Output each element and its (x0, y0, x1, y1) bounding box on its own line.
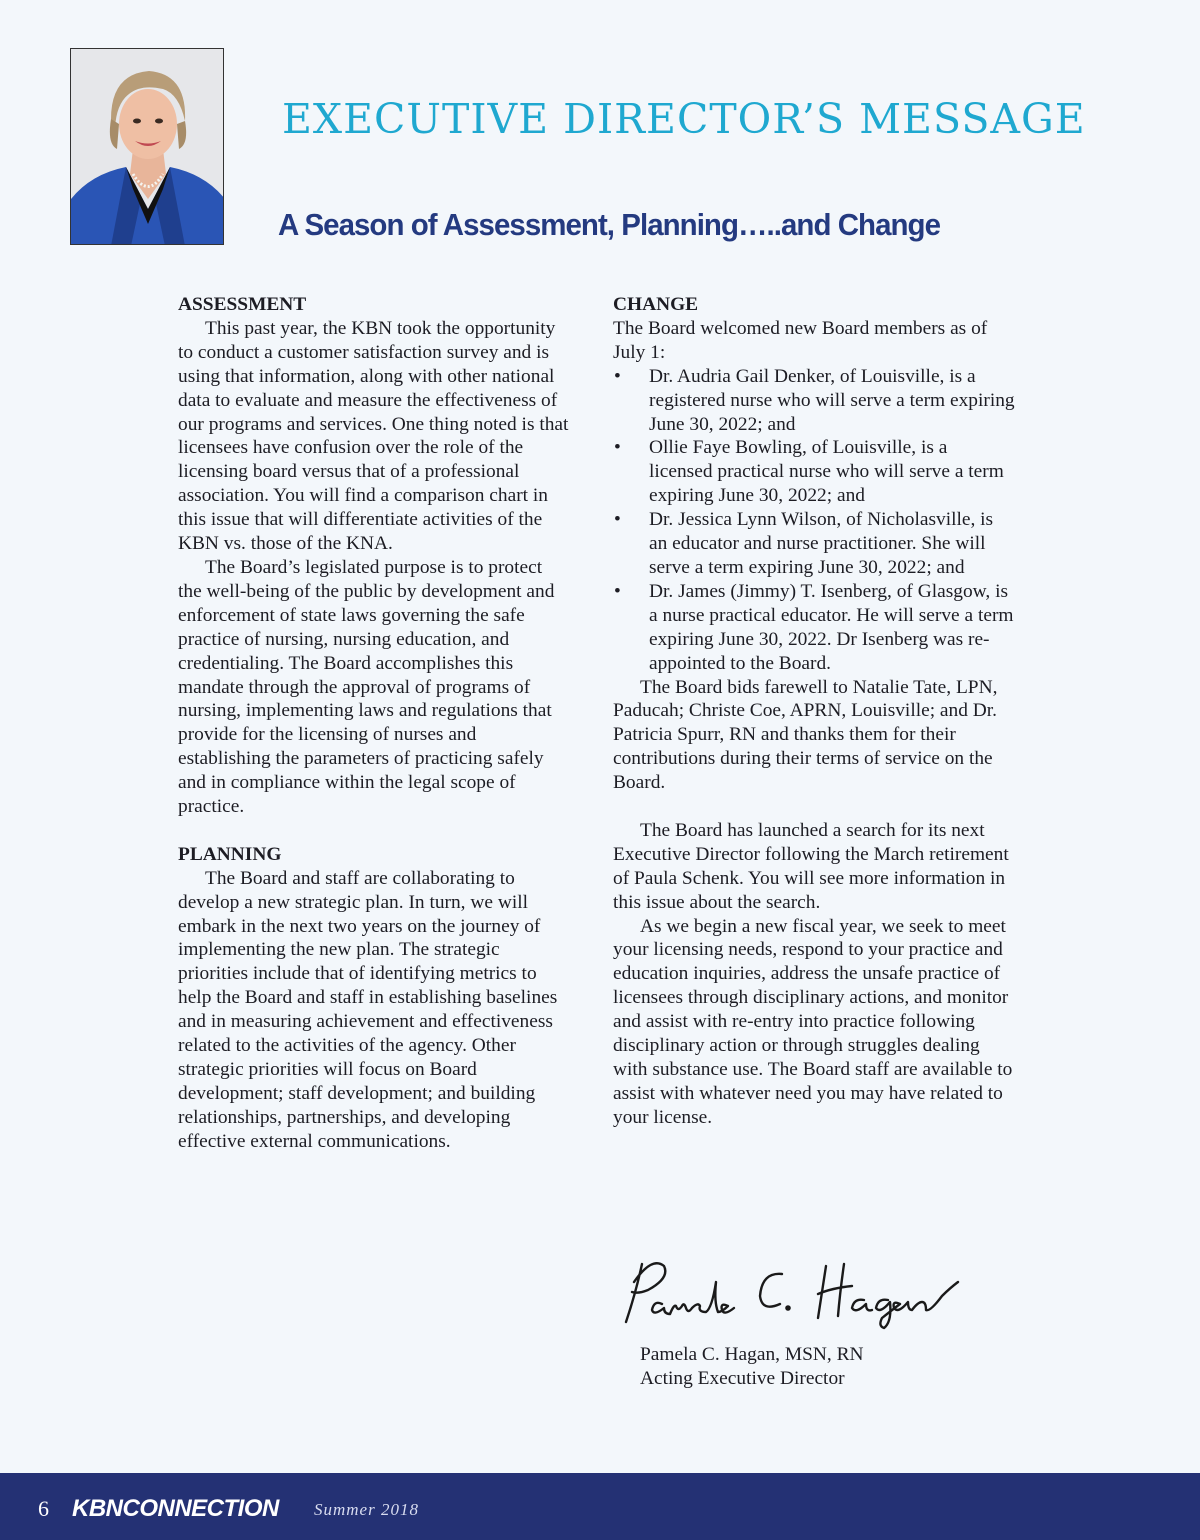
list-item (613, 365, 1015, 437)
page-subtitle: A Season of Assessment, Planning…..and Change (278, 207, 941, 242)
list-item (613, 436, 1015, 508)
search-paragraph: The Board has launched a search for its next Executive Director following the March retirement of Paula Schenk. You will see more information in this issue about the search. (613, 819, 1009, 913)
planning-heading: PLANNING (178, 843, 282, 865)
signatory-name: Pamela C. Hagan, MSN, RN (640, 1344, 864, 1365)
bullet-icon: • (614, 509, 621, 531)
closing-paragraph: As we begin a new fiscal year, we seek to meet your licensing needs, respond to your practice and education inquiries, address the unsafe practice of licensees through disciplinary actions, and monitor and assist with re-entry into practice following disciplinary action or through struggles dealing with substance use. The Board staff are available to assist with whatever need you may have related to your license. (613, 915, 1013, 1128)
assessment-paragraph-2: The Board’s legislated purpose is to protect the well-being of the public by development and enforcement of state laws governing the safe practice of nursing, nursing education, and credentialing. The Board accomplishes this mandate through the approval of programs of nursing, implementing laws and regulations that provide for the licensing of nurses and establishing the parameters of practicing safely and in compliance within the legal scope of practice. (178, 556, 555, 818)
list-item (613, 580, 1015, 676)
signatory-title: Acting Executive Director (640, 1368, 845, 1389)
page-footer (0, 1473, 1200, 1540)
assessment-paragraph-1: This past year, the KBN took the opportunity to conduct a customer satisfaction survey and is using that information, along with other national data to evaluate and measure the effectiveness of our programs and services. One thing noted is that licensees have confusion over the role of the licensing board versus that of a professional association. You will find a comparison chart in this issue that will differentiate activities of the KBN vs. those of the KNA. (178, 317, 569, 555)
handwritten-signature (612, 1252, 972, 1332)
portrait-image (71, 49, 224, 245)
member-text: Dr. Jessica Lynn Wilson, of Nicholasville, is an educator and nurse practitioner. She will serve a term expiring June 30, 2022; and (649, 509, 994, 578)
planning-paragraph: The Board and staff are collaborating to develop a new strategic plan. In turn, we will embark in the next two years on the journey of implementing the new plan. The strategic priorities include that of identifying metrics to help the Board and staff in establishing baselines and in measuring achievement and effectiveness related to the activities of the agency. Other strategic priorities will focus on Board development; staff development; and building relationships, partnerships, and developing effective external communications. (178, 867, 558, 1152)
new-members-list (613, 365, 1015, 676)
change-intro: The Board welcomed new Board members as of July 1: (613, 317, 988, 363)
bullet-icon: • (614, 437, 621, 459)
magazine-prefix: KBN (72, 1495, 123, 1522)
magazine-suffix: CONNECTION (122, 1495, 279, 1522)
bullet-icon: • (614, 580, 621, 602)
page-number: 6 (38, 1496, 49, 1521)
magazine-logo (72, 1495, 279, 1523)
member-text: Ollie Faye Bowling, of Louisville, is a licensed practical nurse who will serve a term expiring June 30, 2022; and (649, 437, 1004, 507)
member-text: Dr. Audria Gail Denker, of Louisville, is a registered nurse who will serve a term expiring June 30, 2022; and (649, 365, 1015, 435)
list-item (613, 508, 1015, 580)
author-photo (70, 48, 224, 245)
change-heading: CHANGE (613, 294, 699, 315)
farewell-paragraph: The Board bids farewell to Natalie Tate, LPN, Paducah; Christe Coe, APRN, Louisville; and Dr. Patricia Spurr, RN and thanks them for their contributions during their terms of service on the Board. (613, 676, 998, 794)
bullet-icon: • (614, 365, 621, 387)
left-column (178, 293, 570, 1154)
issue-date: Summer 2018 (314, 1500, 419, 1519)
member-text: Dr. James (Jimmy) T. Isenberg, of Glasgow, is a nurse practical educator. He will serve a term expiring June 30, 2022. Dr Isenberg was re-appointed to the Board. (649, 580, 1014, 674)
assessment-heading: ASSESSMENT (178, 294, 307, 315)
right-column (613, 293, 1015, 1130)
page-title: EXECUTIVE DIRECTOR’S MESSAGE (282, 95, 1086, 143)
